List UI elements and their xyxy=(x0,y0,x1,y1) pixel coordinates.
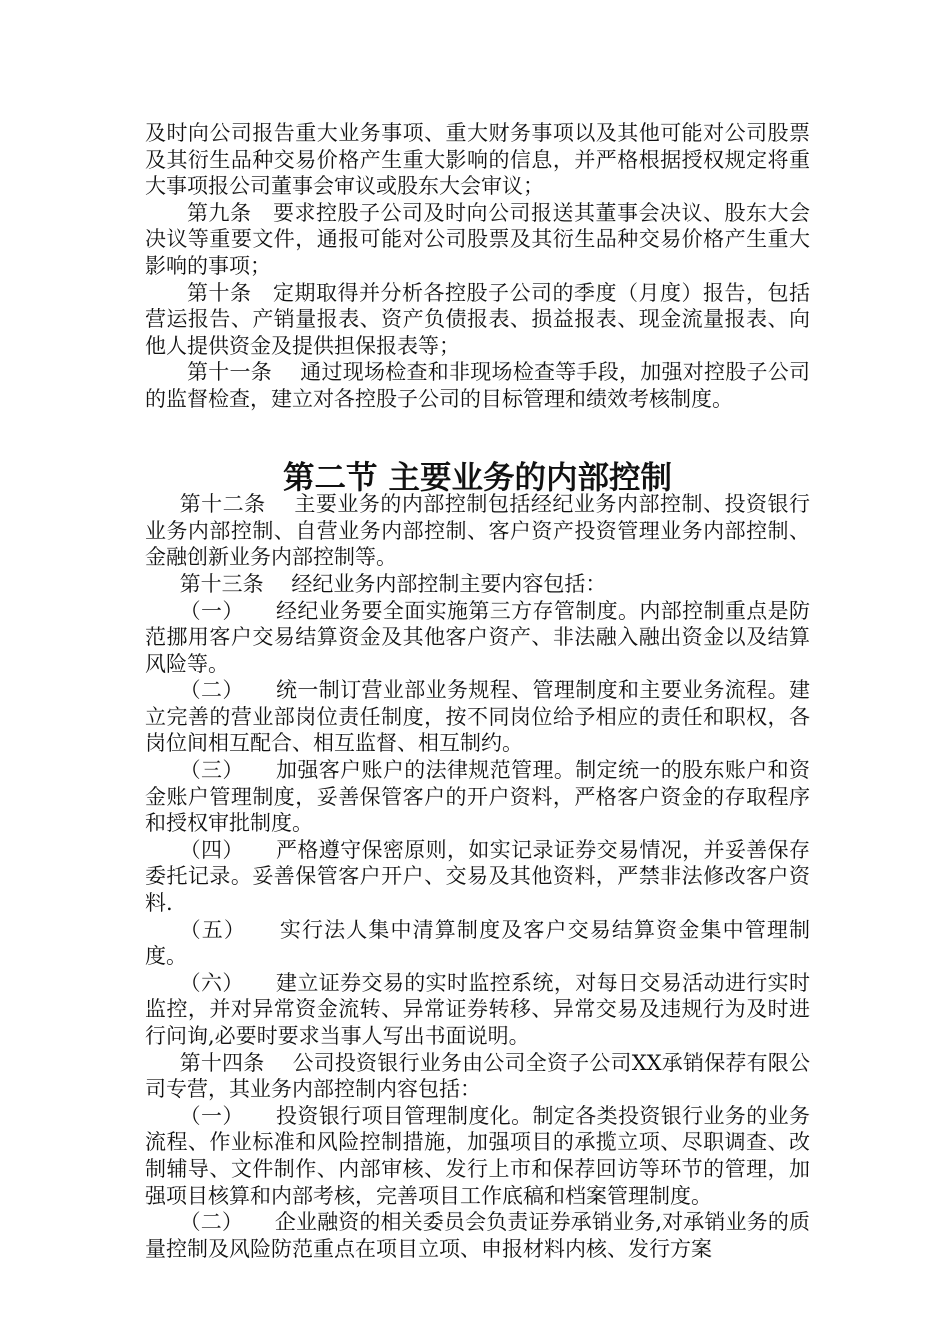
article-13-item-3: （三） 加强客户账户的法律规范管理。制定统一的股东账户和资金账户管理制度，妥善保管客户的开户资料，严格客户资金的存取程序和授权审批制度。 xyxy=(145,758,810,836)
article-13: 第十三条 经纪业务内部控制主要内容包括： xyxy=(179,571,607,596)
section-title: 第二节 主要业务的内部控制 xyxy=(283,459,672,496)
article-14: 第十四条 公司投资银行业务由公司全资子公司XX承销保荐有限公司专营，其业务内部控制内容包括： xyxy=(145,1050,810,1102)
article-12: 第十二条 主要业务的内部控制包括经纪业务内部控制、投资银行业务内部控制、自营业务内部控制、客户资产投资管理业务内部控制、金融创新业务内部控制等。 xyxy=(145,492,810,570)
article-9: 第九条 要求控股子公司及时向公司报送其董事会决议、股东大会决议等重要文件，通报可能对公司股票及其衍生品种交易价格产生重大影响的事项； xyxy=(145,200,810,278)
article-10: 第十条 定期取得并分析各控股子公司的季度（月度）报告，包括营运报告、产销量报表、资产负债报表、损益报表、现金流量报表、向他人提供资金及提供担保报表等； xyxy=(145,280,810,358)
article-13-item-4: （四） 严格遵守保密原则，如实记录证券交易情况，并妥善保存委托记录。妥善保管客户开户、交易及其他资料，严禁非法修改客户资料. xyxy=(145,837,810,916)
article-14-item-2: （二） 企业融资的相关委员会负责证券承销业务,对承销业务的质量控制及风险防范重点在项目立项、申报材料内核、发行方案 xyxy=(145,1210,810,1261)
article-13-item-1: （一） 经纪业务要全面实施第三方存管制度。内部控制重点是防范挪用客户交易结算资金及其他客户资产、非法融入融出资金以及结算风险等。 xyxy=(145,598,810,676)
document-page xyxy=(145,120,810,1262)
article-11: 第十一条 通过现场检查和非现场检查等手段，加强对控股子公司的监督检查，建立对各控股子公司的目标管理和绩效考核制度。 xyxy=(145,360,810,411)
article-13-item-2: （二） 统一制订营业部业务规程、管理制度和主要业务流程。建立完善的营业部岗位责任制度，按不同岗位给予相应的责任和职权，各岗位间相互配合、相互监督、相互制约。 xyxy=(145,678,810,756)
article-13-item-5: （五） 实行法人集中清算制度及客户交易结算资金集中管理制度。 xyxy=(145,917,810,969)
paragraph-continuation: 及时向公司报告重大业务事项、重大财务事项以及其他可能对公司股票及其衍生品种交易价格产生重大影响的信息，并严格根据授权规定将重大事项报公司董事会审议或股东大会审议； xyxy=(145,121,810,199)
article-13-item-6: （六） 建立证券交易的实时监控系统，对每日交易活动进行实时监控，并对异常资金流转、异常证券转移、异常交易及违规行为及时进行问询,必要时要求当事人写出书面说明。 xyxy=(145,970,810,1048)
article-14-item-1: （一） 投资银行项目管理制度化。制定各类投资银行业务的业务流程、作业标准和风险控制措施，加强项目的承揽立项、尽职调查、改制辅导、文件制作、内部审核、发行上市和保荐回访等环节的管理，加强项目核算和内部考核，完善项目工作底稿和档案管理制度。 xyxy=(145,1103,810,1208)
